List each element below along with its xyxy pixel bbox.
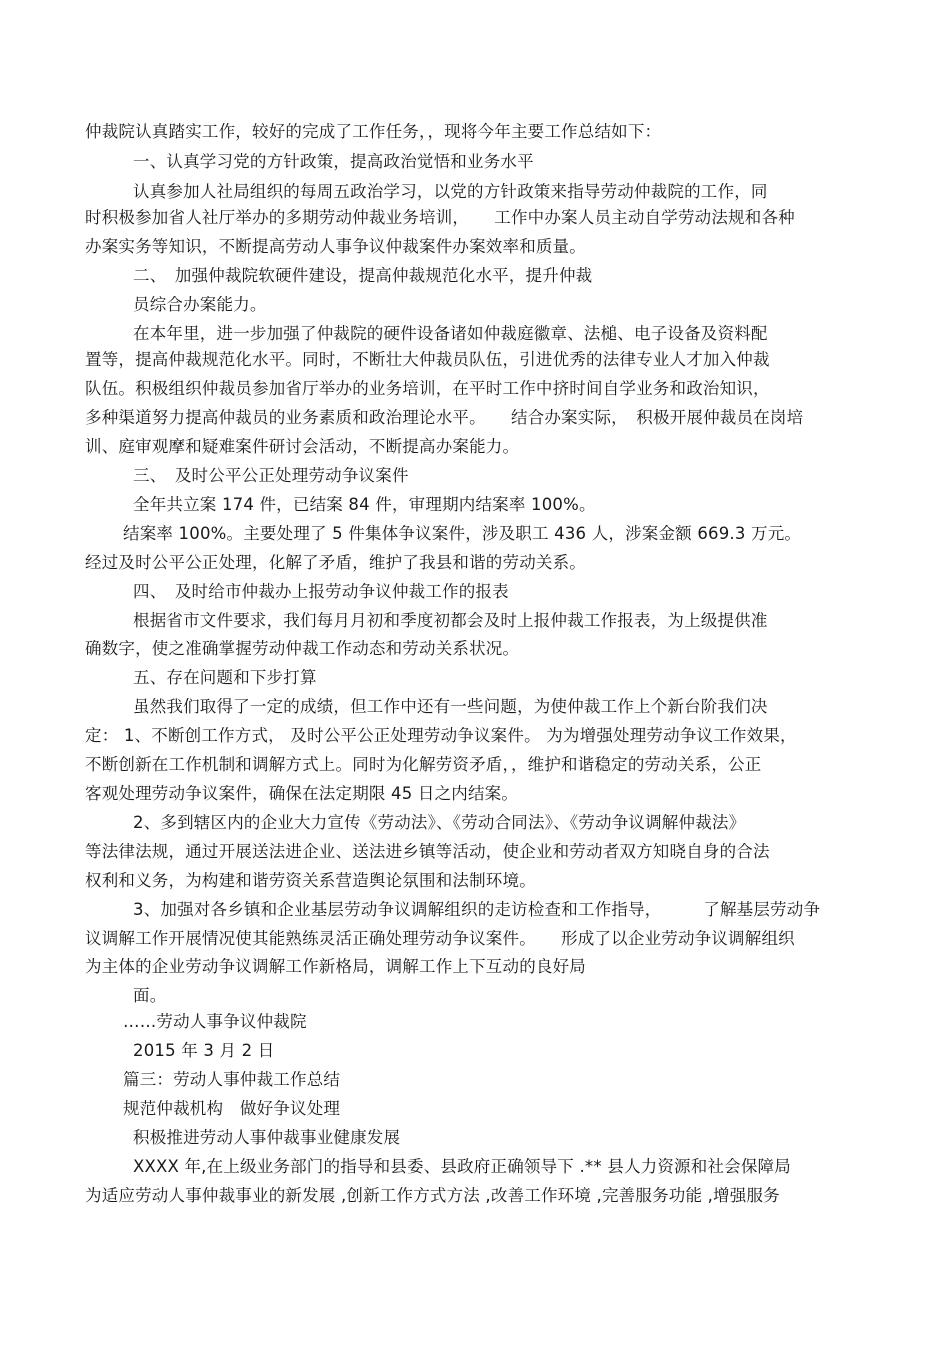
paragraph-line: 权利和义务，为构建和谐劳资关系营造舆论氛围和法制环境。 (85, 871, 536, 890)
section-heading: 二、 加强仲裁院软硬件建设，提高仲裁规范化水平，提升仲裁 (133, 266, 593, 285)
paragraph-line: 等法律法规，通过开展送法进企业、送法进乡镇等活动，使企业和劳动者双方知晓自身的合法 (85, 842, 770, 861)
paragraph-line: 根据省市文件要求，我们每月月初和季度初都会及时上报仲裁工作报表，为上级提供准 (133, 611, 768, 630)
paragraph-line: 不断创新在工作机制和调解方式上。同时为化解劳资矛盾，，维护和谐稳定的劳动关系，公正 (85, 755, 762, 774)
paragraph-line: 虽然我们取得了一定的成绩，但工作中还有一些问题，为使仲裁工作上个新台阶我们决 (133, 697, 768, 716)
paragraph-line: 面。 (133, 986, 167, 1005)
article-subtitle: 规范仲裁机构 做好争议处理 (123, 1099, 341, 1118)
paragraph-line: 多种渠道努力提高仲裁员的业务素质和政治理论水平。 结合办案实际， 积极开展仲裁员在岗培 (85, 408, 804, 427)
section-heading: 员综合办案能力。 (133, 295, 267, 314)
paragraph-line: 为适应劳动人事仲裁事业的新发展 ,创新工作方式方法 ,改善工作环境 ,完善服务功能 ,增强服务 (85, 1186, 780, 1205)
article-title: 篇三：劳动人事仲裁工作总结 (123, 1070, 341, 1089)
paragraph-line: 队伍。积极组织仲裁员参加省厅举办的业务培训，在平时工作中挤时间自学业务和政治知识， (85, 379, 770, 398)
paragraph-line: 置等，提高仲裁规范化水平。同时，不断壮大仲裁员队伍，引进优秀的法律专业人才加入仲裁 (85, 350, 770, 369)
paragraph-line: 认真参加人社局组织的每周五政治学习，以党的方针政策来指导劳动仲裁院的工作，同 (133, 182, 768, 201)
paragraph-line: 仲裁院认真踏实工作，较好的完成了工作任务，，现将今年主要工作总结如下： (85, 122, 662, 141)
paragraph-line: 时积极参加省人社厅举办的多期劳动仲裁业务培训， 工作中办案人员主动自学劳动法规和各种 (85, 208, 795, 227)
section-heading: 一、认真学习党的方针政策，提高政治觉悟和业务水平 (133, 152, 534, 171)
paragraph-line: 为主体的企业劳动争议调解工作新格局，调解工作上下互动的良好局 (85, 957, 586, 976)
section-heading: 五、存在问题和下步打算 (133, 668, 317, 687)
section-heading: 四、 及时给市仲裁办上报劳动争议仲裁工作的报表 (133, 582, 509, 601)
article-subtitle: 积极推进劳动人事仲裁事业健康发展 (133, 1128, 401, 1147)
paragraph-line: 在本年里，进一步加强了仲裁院的硬件设备诸如仲裁庭徽章、法槌、电子设备及资料配 (133, 324, 768, 343)
section-heading: 三、 及时公平公正处理劳动争议案件 (133, 466, 409, 485)
paragraph-line: 结案率 100%。主要处理了 5 件集体争议案件，涉及职工 436 人，涉案金额 669.3 万元。 (123, 524, 802, 543)
paragraph-line: 经过及时公平公正处理，化解了矛盾，维护了我县和谐的劳动关系。 (85, 553, 586, 572)
paragraph-line: XXXX 年,在上级业务部门的指导和县委、县政府正确领导下 .** 县人力资源和社会保障局 (133, 1157, 791, 1176)
signature-organization: ……劳动人事争议仲裁院 (123, 1012, 307, 1031)
paragraph-line: 办案实务等知识，不断提高劳动人事争议仲裁案件办案效率和质量。 (85, 237, 586, 256)
paragraph-line: 定： 1、不断创工作方式， 及时公平公正处理劳动争议案件。 为为增强处理劳动争议工作效果， (85, 726, 797, 745)
paragraph-line: 2、多到辖区内的企业大力宣传《劳动法》、《劳动合同法》、《劳动争议调解仲裁法》 (133, 813, 746, 832)
signature-date: 2015 年 3 月 2 日 (133, 1041, 275, 1060)
paragraph-line: 确数字，使之准确掌握劳动仲裁工作动态和劳动关系状况。 (85, 639, 520, 658)
paragraph-line: 议调解工作开展情况使其能熟练灵活正确处理劳动争议案件。 形成了以企业劳动争议调解组织 (85, 929, 795, 948)
paragraph-line: 全年共立案 174 件，已结案 84 件，审理期内结案率 100%。 (133, 495, 596, 514)
paragraph-line: 训、庭审观摩和疑难案件研讨会活动，不断提高办案能力。 (85, 437, 520, 456)
paragraph-line: 3、加强对各乡镇和企业基层劳动争议调解组织的走访检查和工作指导， 了解基层劳动争 (133, 900, 821, 919)
paragraph-line: 客观处理劳动争议案件，确保在法定期限 45 日之内结案。 (85, 784, 519, 803)
